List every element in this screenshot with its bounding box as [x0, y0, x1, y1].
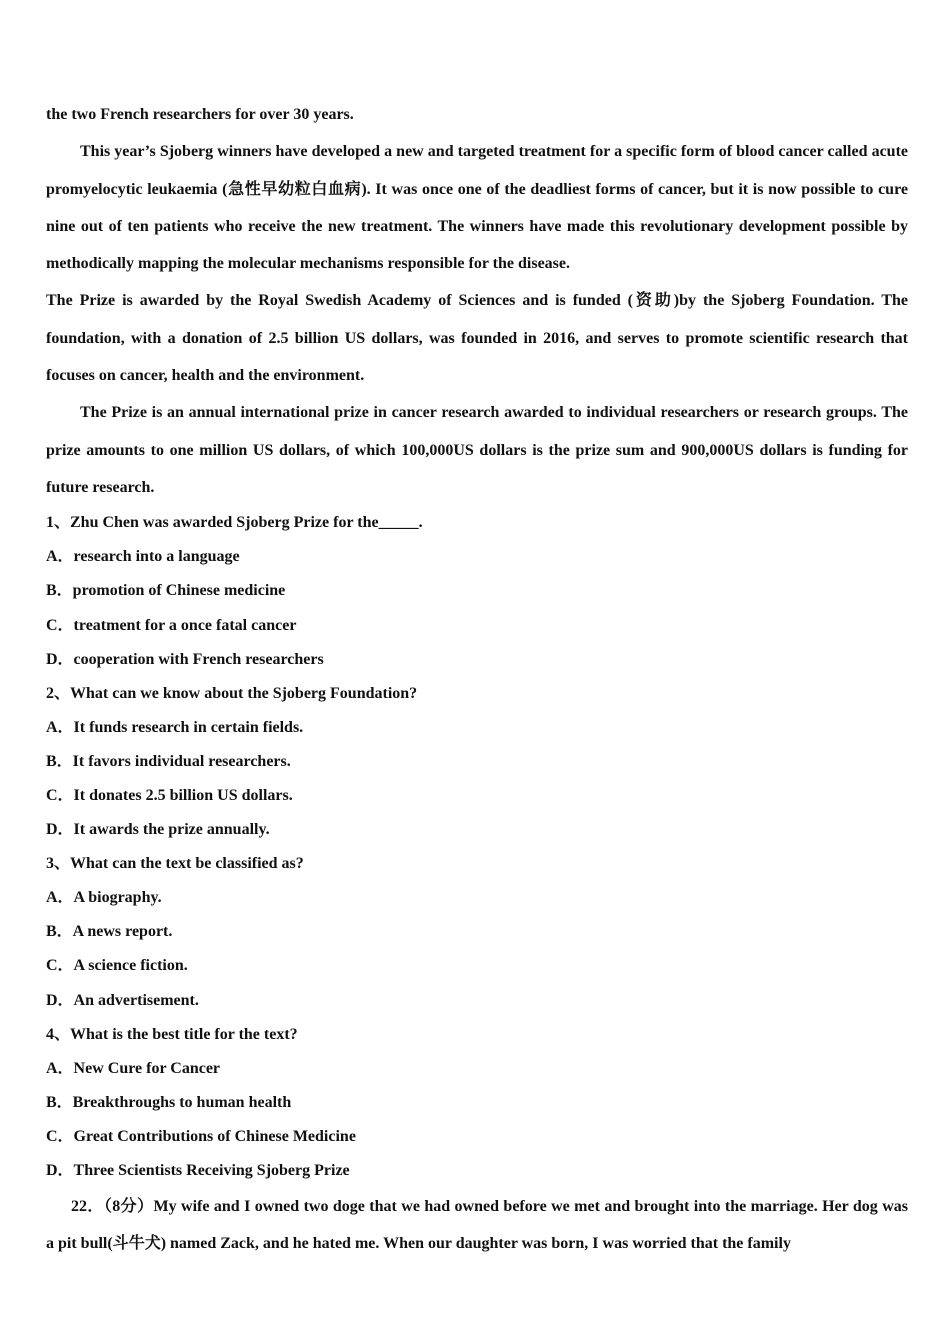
passage-paragraph-treatment: This year’s Sjoberg winners have developed a new and targeted treatment for a specific form of blood cancer called acute promyelocytic leukaemia (急性早幼粒白血病). It was once one of the deadliest forms of cancer, but it is now possible to cure nine out of ten patients who receive the new treatment. The winners have made this revolutionary development possible by methodically mapping the molecular mechanisms responsible for the disease. — [46, 143, 908, 273]
question-2-stem: 2、What can we know about the Sjoberg Foundation? — [46, 684, 418, 702]
question-2-option-b: B．It favors individual researchers. — [46, 752, 291, 770]
question-4-option-c: C．Great Contributions of Chinese Medicine — [46, 1127, 356, 1145]
question-4-option-a: A．New Cure for Cancer — [46, 1059, 221, 1077]
question-1-option-b: B．promotion of Chinese medicine — [46, 582, 286, 600]
question-3 — [46, 847, 908, 1017]
section-22-number: 22．（8分） — [71, 1198, 154, 1216]
passage-paragraph-continued: the two French researchers for over 30 years. — [46, 106, 354, 123]
question-3-stem: 3、What can the text be classified as? — [46, 855, 304, 873]
question-3-option-b: B．A news report. — [46, 923, 173, 941]
question-2-option-c: C．It donates 2.5 billion US dollars. — [46, 787, 293, 805]
question-1 — [46, 506, 908, 676]
question-1-stem: 1、Zhu Chen was awarded Sjoberg Prize for the_____. — [46, 514, 423, 532]
document-page — [46, 96, 908, 1263]
question-4-stem: 4、What is the best title for the text? — [46, 1025, 298, 1043]
question-1-option-c: C．treatment for a once fatal cancer — [46, 616, 297, 634]
passage-paragraph-foundation: The Prize is awarded by the Royal Swedish Academy of Sciences and is funded (资助)by the Sjoberg Foundation. The foundation, with a donation of 2.5 billion US dollars, was founded in 2016, and serves to promote scientific research that focuses on cancer, health and the environment. — [46, 292, 908, 385]
question-2-option-a: A．It funds research in certain fields. — [46, 718, 304, 736]
question-1-option-a: A．research into a language — [46, 548, 240, 566]
question-3-option-c: C．A science fiction. — [46, 957, 188, 975]
question-3-option-a: A．A biography. — [46, 889, 162, 907]
passage-paragraph-prize: The Prize is an annual international prize in cancer research awarded to individual researchers or research groups. The prize amounts to one million US dollars, of which 100,000US dollars is the prize sum and 900,000US dollars is funding for future research. — [46, 404, 908, 496]
question-4 — [46, 1018, 908, 1188]
question-4-option-b: B．Breakthroughs to human health — [46, 1093, 292, 1111]
question-3-option-d: D．An advertisement. — [46, 991, 199, 1009]
section-22-paragraph — [46, 1188, 908, 1263]
question-4-option-d: D．Three Scientists Receiving Sjoberg Prize — [46, 1162, 350, 1180]
question-2-option-d: D．It awards the prize annually. — [46, 821, 270, 839]
question-1-option-d: D．cooperation with French researchers — [46, 650, 324, 668]
question-2 — [46, 677, 908, 847]
section-22-text: My wife and I owned two doge that we had owned before we met and brought into the marriage. Her dog was a pit bull(斗牛犬) named Zack, and he hated me. When our daughter was born, I was worried that the family — [46, 1198, 908, 1253]
